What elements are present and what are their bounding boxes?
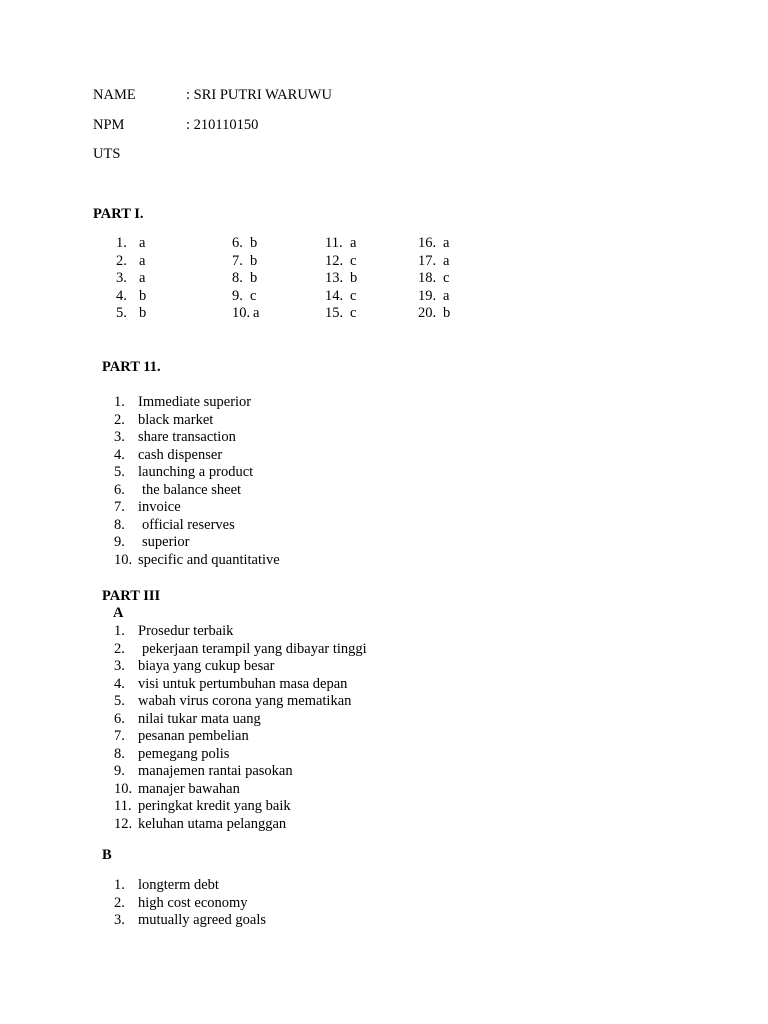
name-value: : SRI PUTRI WARUWU: [186, 87, 332, 103]
part1-heading: PART I.: [93, 206, 144, 222]
exam-label: UTS: [93, 146, 121, 162]
document-page: NAME : SRI PUTRI WARUWU NPM : 210110150 UTS PART I. 1. a 2. a 3. a 4. b 5. b 6. b 7. b 8. b 9. c 10. a 11. a 12. c 13. b 14. c 15. c 16. a 17. a 18. c 19. a 20. b PART 11. 1. Immediate superior 2. black market 3. share transaction 4. cash dispenser 5. launching a product 6. the balance sheet 7. invoice 8. official reserves 9. superior 10. specific and quantitative PART III A 1. Prosedur terbaik 2. pekerjaan terampil yang dibayar tinggi 3. biaya yang cukup besar 4. visi untuk pertumbuhan masa depan 5. wabah virus corona yang mematikan 6. nilai tukar mata uang 7. pesanan pembelian 8. pemegang polis 9. manajemen rantai pasokan 10. manajer bawahan 11. peringkat kredit yang baik 12. keluhan utama pelanggan B 1. longterm debt 2. high cost economy 3. mutually agreed goals: [93, 87, 451, 928]
part2-heading: PART 11.: [102, 359, 161, 375]
name-label: NAME: [93, 87, 136, 103]
npm-label: NPM: [93, 117, 125, 133]
npm-value: : 210110150: [186, 117, 259, 133]
part3-section-b-heading: B: [102, 847, 112, 863]
part3-section-a-heading: A: [113, 605, 124, 621]
part3-heading: PART III: [102, 588, 161, 604]
